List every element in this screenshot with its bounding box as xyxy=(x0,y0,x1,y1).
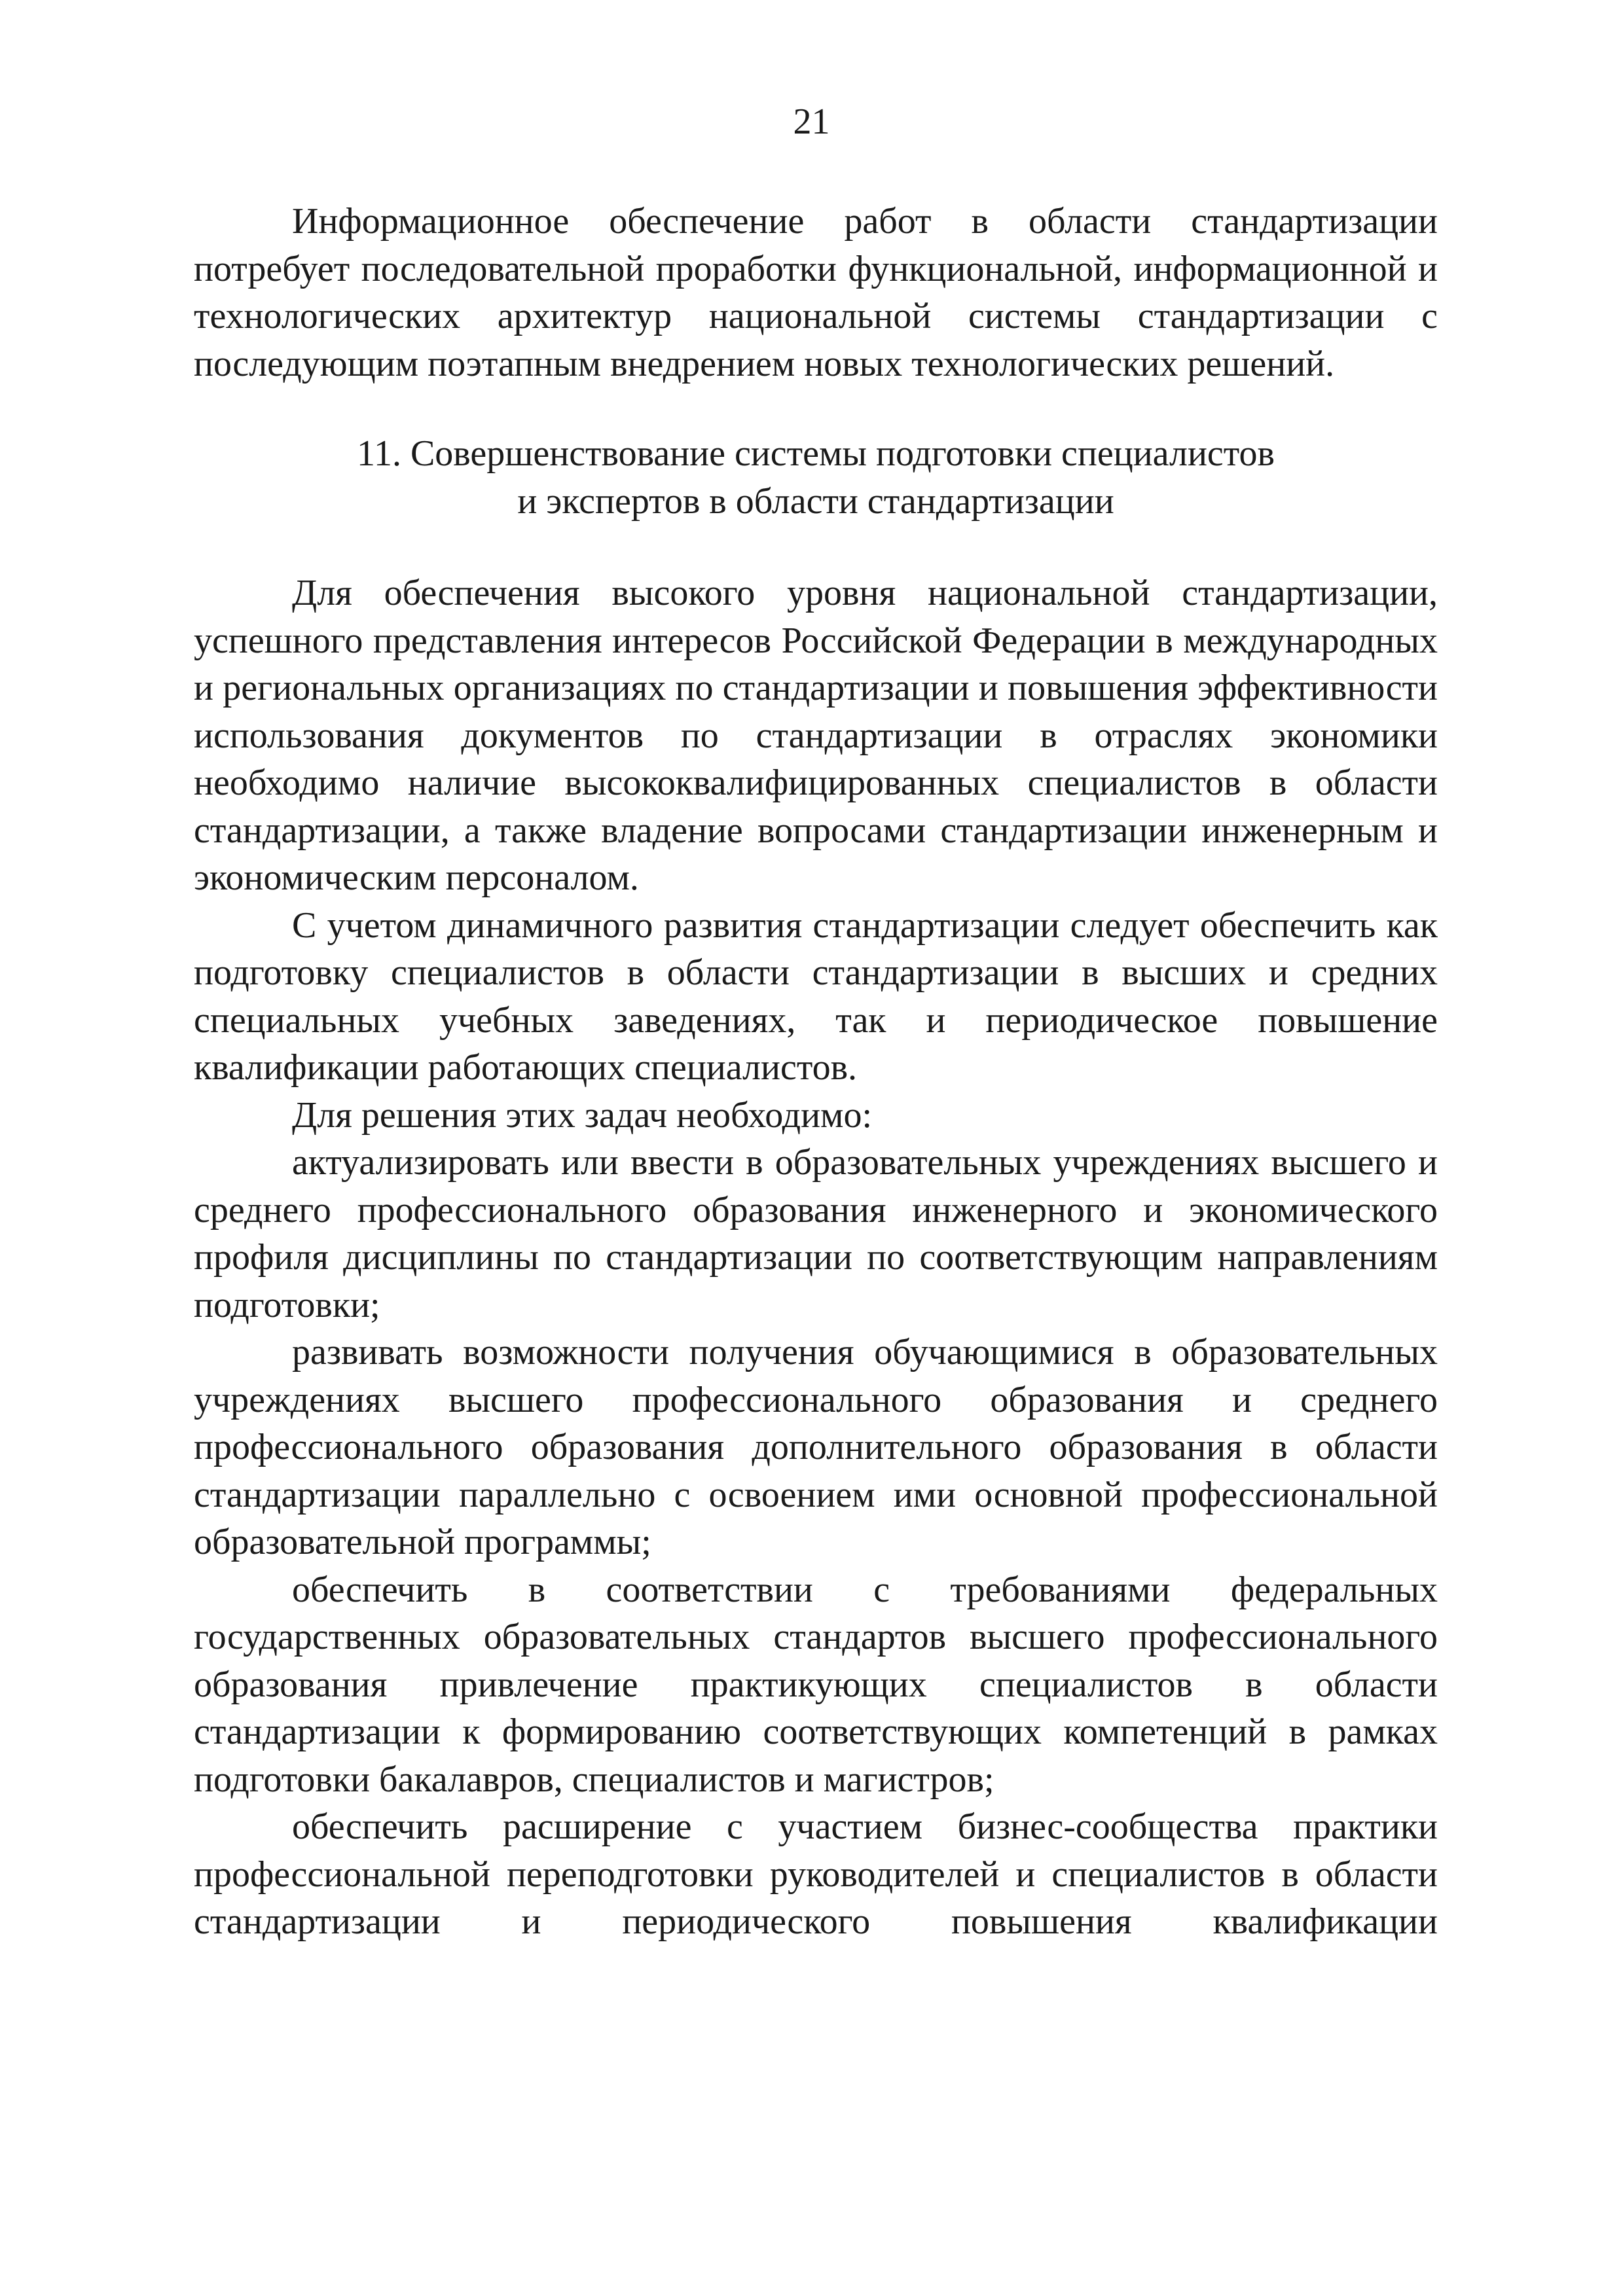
section-heading-line-1: 11. Совершенствование системы подготовки специалистов xyxy=(357,433,1275,474)
list-item-develop-opportunities: развивать возможности получения обучающимися в образовательных учреждениях высшего профессионального образования и среднего профессионального образования дополнительного образования в области стандартизации параллельно с освоением ими основной профессиональной образовательной программы; xyxy=(194,1332,1438,1562)
paragraph-information-support: Информационное обеспечение работ в области стандартизации потребует последовательной проработки функциональной, информационной и технологических архитектур национальной системы стандартизации с последующим поэтапным внедрением новых технологических решений. xyxy=(194,201,1438,384)
list-item-update-disciplines: актуализировать или ввести в образовательных учреждениях высшего и среднего профессионального образования инженерного и экономического профиля дисциплины по стандартизации по соответствующим направлениям подготовки; xyxy=(194,1142,1438,1325)
paragraph-dynamic-development: С учетом динамичного развития стандартизации следует обеспечить как подготовку специалистов в области стандартизации в высших и средних специальных учебных заведениях, так и периодическое повышение квалификации работающих специалистов. xyxy=(194,905,1438,1088)
spacer xyxy=(194,387,1438,430)
list-item-attract-practitioners: обеспечить в соответствии с требованиями федеральных государственных образовательных стандартов высшего профессионального образования привлечение практикующих специалистов в области стандартизации к формированию соответствующих компетенций в рамках подготовки бакалавров, специалистов и магистров; xyxy=(194,1569,1438,1800)
list-item-expand-retraining: обеспечить расширение с участием бизнес-сообщества практики профессиональной переподготовки руководителей и специалистов в области стандартизации и периодического повышения квалификации xyxy=(194,1806,1438,1942)
document-body xyxy=(194,198,1438,1946)
page-number: 21 xyxy=(793,101,830,142)
paragraph-high-level-standardization: Для обеспечения высокого уровня национальной стандартизации, успешного представления интересов Российской Федерации в международных и региональных организациях по стандартизации и повышения эффективности использования документов по стандартизации в отраслях экономики необходимо наличие высококвалифицированных специалистов в области стандартизации, а также владение вопросами стандартизации инженерным и экономическим персоналом. xyxy=(194,573,1438,898)
spacer xyxy=(194,525,1438,569)
section-heading-line-2: и экспертов в области стандартизации xyxy=(517,480,1114,522)
paragraph-tasks-intro: Для решения этих задач необходимо: xyxy=(292,1094,873,1136)
